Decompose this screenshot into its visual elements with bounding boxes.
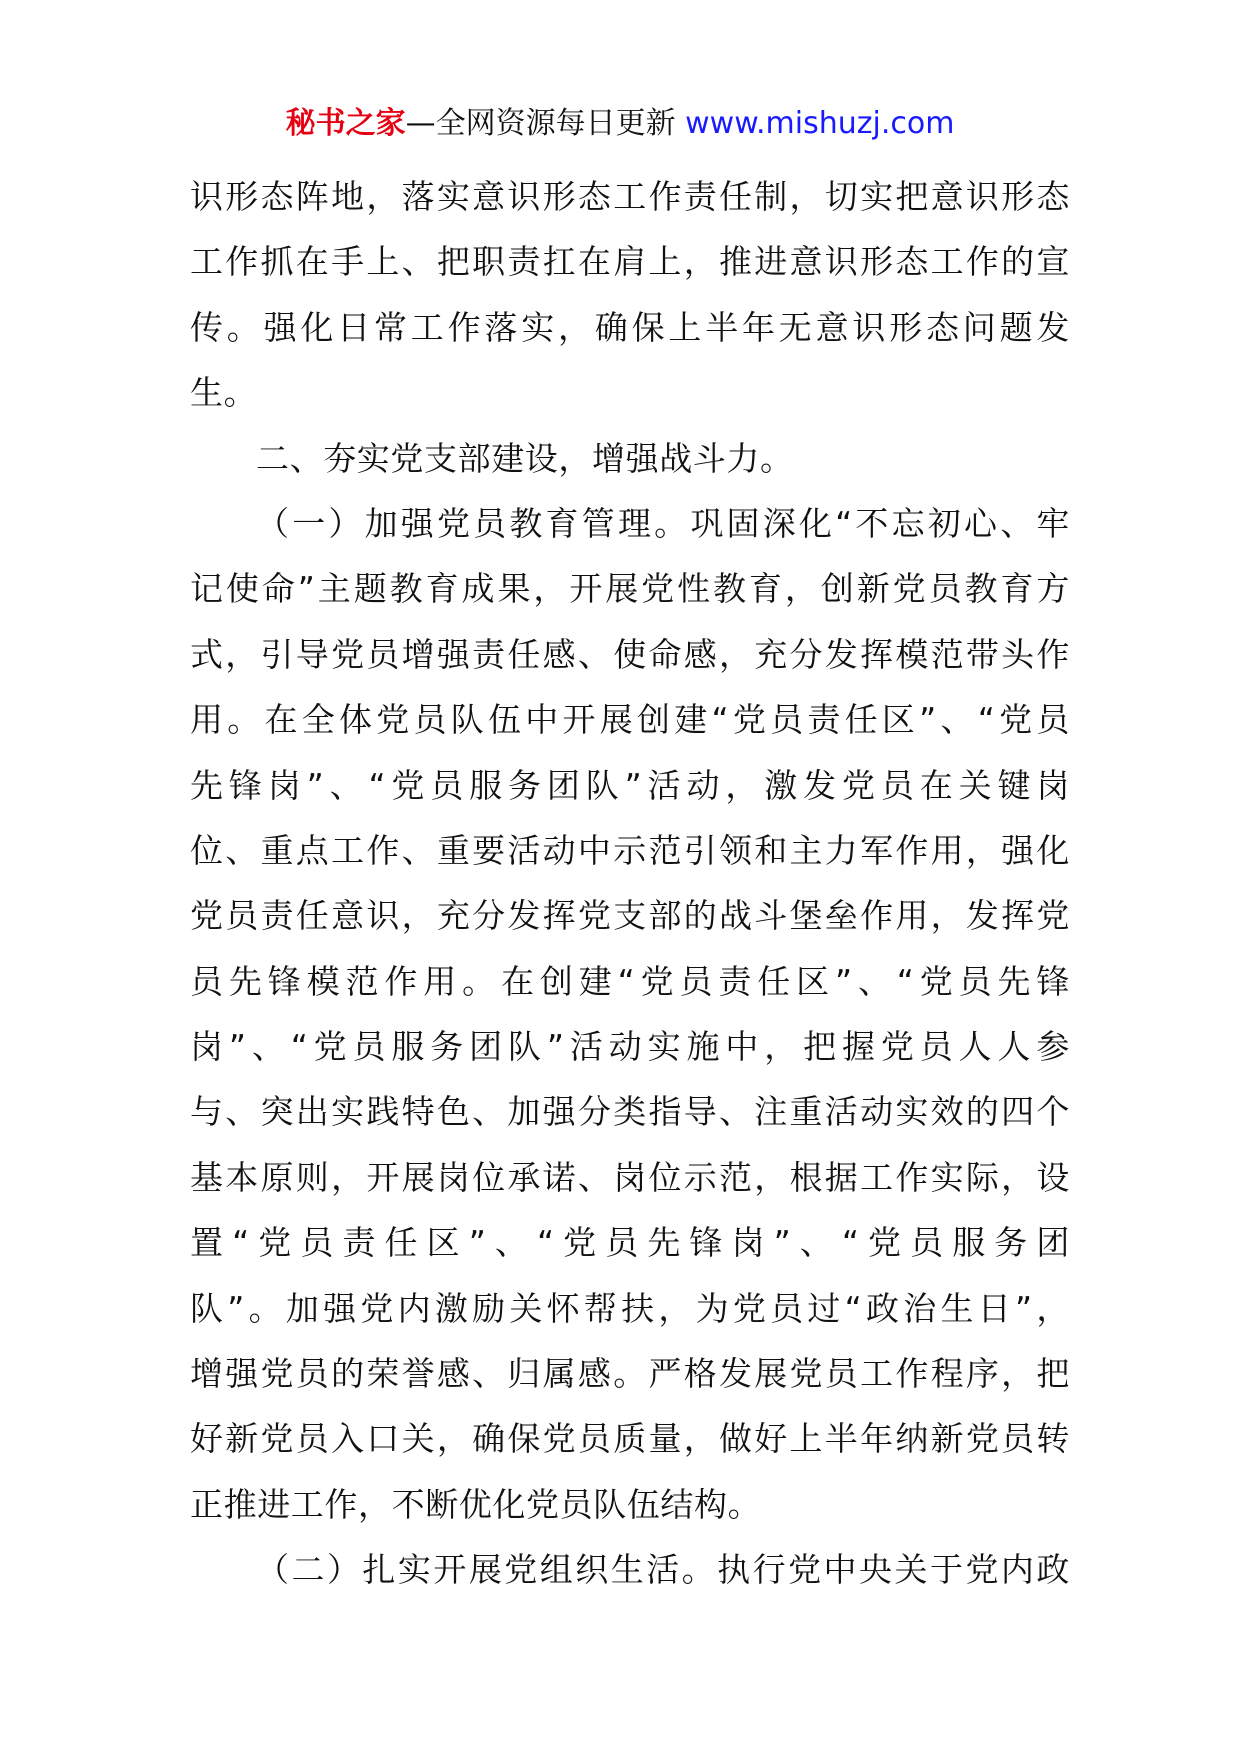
text-line: 生。 (190, 373, 258, 413)
text-line: 位、重点工作、重要活动中示范引领和主力军作用，强化 (190, 830, 1070, 870)
text-line: 党员责任意识，充分发挥党支部的战斗堡垒作用，发挥党 (190, 896, 1070, 936)
header-slogan: —全网资源每日更新 (405, 106, 686, 141)
text-line: 置“党员责任区”、“党员先锋岗”、“党员服务团 (190, 1223, 1070, 1263)
text-line: （一）加强党员教育管理。巩固深化“不忘初心、牢 (256, 503, 1070, 543)
text-line: 正推进工作，不断优化党员队伍结构。 (190, 1484, 762, 1524)
text-line: 记使命”主题教育成果，开展党性教育，创新党员教育方 (190, 569, 1070, 609)
text-line: 基本原则，开展岗位承诺、岗位示范，根据工作实际，设 (190, 1157, 1070, 1197)
header-site-url: www.mishuzj.com (685, 106, 955, 141)
text-line: 与、突出实践特色、加强分类指导、注重活动实效的四个 (190, 1092, 1070, 1132)
text-line: 员先锋模范作用。在创建“党员责任区”、“党员先锋 (190, 961, 1070, 1001)
section-heading: 二、夯实党支部建设，增强战斗力。 (256, 438, 794, 478)
text-line: 队”。加强党内激励关怀帮扶，为党员过“政治生日”， (190, 1288, 1070, 1328)
header-brand: 秘书之家 (285, 106, 406, 141)
text-line: 岗”、“党员服务团队”活动实施中，把握党员人人参 (190, 1027, 1070, 1067)
text-line: 识形态阵地，落实意识形态工作责任制，切实把意识形态 (190, 177, 1070, 216)
page-header (0, 104, 1240, 144)
document-body (190, 164, 1070, 1603)
text-line: 好新党员入口关，确保党员质量，做好上半年纳新党员转 (190, 1419, 1070, 1459)
text-line: 增强党员的荣誉感、归属感。严格发展党员工作程序，把 (190, 1354, 1070, 1394)
text-line: 式，引导党员增强责任感、使命感，充分发挥模范带头作 (190, 634, 1070, 674)
text-line: 先锋岗”、“党员服务团队”活动，激发党员在关键岗 (190, 765, 1070, 805)
text-line: 工作抓在手上、把职责扛在肩上，推进意识形态工作的宣 (190, 242, 1070, 282)
text-line: 传。强化日常工作落实，确保上半年无意识形态问题发 (190, 307, 1070, 347)
text-line: （二）扎实开展党组织生活。执行党中央关于党内政 (256, 1550, 1070, 1590)
text-line: 用。在全体党员队伍中开展创建“党员责任区”、“党员 (190, 700, 1070, 740)
